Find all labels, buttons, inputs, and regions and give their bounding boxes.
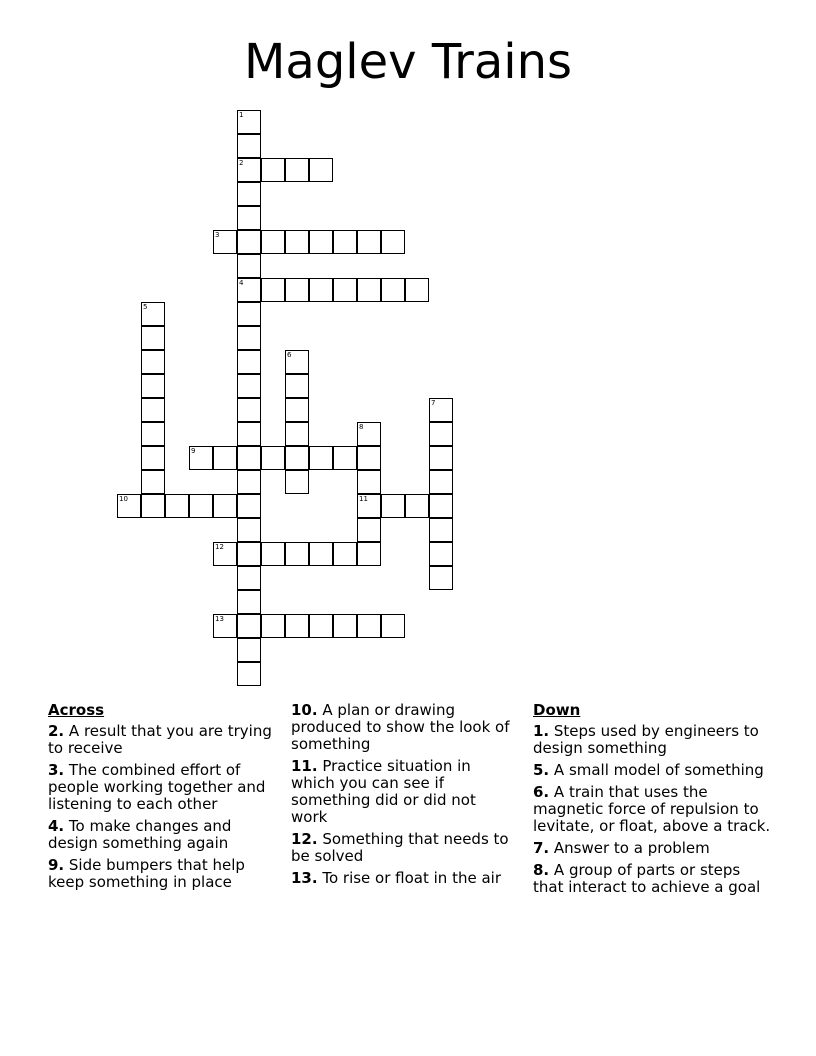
grid-cell[interactable]	[357, 278, 381, 302]
grid-cell[interactable]	[237, 542, 261, 566]
grid-cell[interactable]	[285, 278, 309, 302]
grid-cell[interactable]	[429, 542, 453, 566]
grid-cell[interactable]	[285, 470, 309, 494]
grid-cell[interactable]	[429, 470, 453, 494]
clue-number-label: 12	[215, 543, 224, 551]
across-clue	[48, 857, 284, 891]
grid-cell[interactable]	[309, 446, 333, 470]
clue-text: A train that uses the magnetic force of repulsion to levitate, or float, above a track.	[533, 783, 771, 835]
grid-cell[interactable]	[309, 614, 333, 638]
grid-cell[interactable]	[357, 518, 381, 542]
across-clue	[48, 762, 284, 813]
across-heading: Across	[48, 701, 105, 719]
clue-text: Side bumpers that help keep something in place	[48, 856, 245, 891]
grid-cell[interactable]	[213, 446, 237, 470]
clue-number-label: 2	[239, 159, 244, 167]
across-clue	[48, 818, 284, 852]
puzzle-title: Maglev Trains	[243, 34, 572, 90]
grid-cell[interactable]	[237, 182, 261, 206]
clue-number-label: 6	[287, 351, 292, 359]
grid-cell[interactable]	[333, 614, 357, 638]
grid-cell[interactable]	[237, 206, 261, 230]
grid-cell[interactable]	[285, 542, 309, 566]
grid-cell[interactable]	[357, 470, 381, 494]
clue-text: Practice situation in which you can see if something did or did not work	[291, 757, 476, 826]
clue-number: 3.	[48, 761, 65, 779]
grid-cell[interactable]	[237, 518, 261, 542]
grid-cell[interactable]	[285, 422, 309, 446]
clue-number-label: 7	[431, 399, 436, 407]
grid-cell[interactable]	[237, 350, 261, 374]
across-clue-list	[48, 723, 284, 891]
grid-cell[interactable]	[429, 518, 453, 542]
clue-number: 1.	[533, 722, 550, 740]
across-clue	[291, 702, 516, 753]
clue-text: The combined effort of people working together and listening to each other	[48, 761, 266, 813]
grid-cell[interactable]	[261, 542, 285, 566]
grid-cell[interactable]	[237, 374, 261, 398]
across-clue	[291, 831, 516, 865]
down-clue	[533, 784, 771, 835]
grid-cell[interactable]	[165, 494, 189, 518]
grid-cell[interactable]	[357, 446, 381, 470]
clue-text: A plan or drawing produced to show the look of something	[291, 701, 510, 753]
grid-cell[interactable]	[357, 230, 381, 254]
grid-cell[interactable]	[309, 230, 333, 254]
grid-cell[interactable]	[141, 326, 165, 350]
clues-column-3	[533, 702, 771, 901]
grid-cell[interactable]	[237, 422, 261, 446]
grid-cell[interactable]	[309, 158, 333, 182]
grid-cell[interactable]	[237, 302, 261, 326]
down-clue	[533, 840, 771, 857]
grid-cell[interactable]	[237, 638, 261, 662]
grid-cell[interactable]	[381, 614, 405, 638]
grid-cell[interactable]	[333, 446, 357, 470]
clue-text: A result that you are trying to receive	[48, 722, 272, 757]
grid-cell[interactable]	[357, 614, 381, 638]
grid-cell[interactable]	[237, 254, 261, 278]
clue-number: 13.	[291, 869, 318, 887]
clue-number: 10.	[291, 701, 318, 719]
across-clue	[291, 870, 516, 887]
clue-number-label: 11	[359, 495, 368, 503]
clues-column-2	[291, 702, 516, 892]
grid-cell[interactable]	[141, 350, 165, 374]
clue-number-label: 9	[191, 447, 196, 455]
grid-cell[interactable]	[237, 230, 261, 254]
clue-text: To make changes and design something again	[48, 817, 232, 852]
across-clue	[48, 723, 284, 757]
grid-cell[interactable]	[237, 398, 261, 422]
clue-text: To rise or float in the air	[317, 869, 501, 887]
clue-number: 6.	[533, 783, 550, 801]
grid-cell[interactable]	[285, 374, 309, 398]
clue-text: Steps used by engineers to design something	[533, 722, 759, 757]
clue-number-label: 10	[119, 495, 128, 503]
clue-number: 8.	[533, 861, 550, 879]
grid-cell[interactable]	[237, 470, 261, 494]
grid-cell[interactable]	[141, 470, 165, 494]
grid-cell[interactable]	[237, 662, 261, 686]
clue-text: A group of parts or steps that interact to achieve a goal	[533, 861, 761, 896]
grid-cell[interactable]	[429, 494, 453, 518]
across-clue-list-continued	[291, 702, 516, 887]
grid-cell[interactable]	[237, 494, 261, 518]
down-clue	[533, 762, 771, 779]
grid-cell[interactable]	[141, 494, 165, 518]
grid-cell[interactable]	[405, 278, 429, 302]
grid-cell[interactable]	[189, 494, 213, 518]
clue-number: 9.	[48, 856, 65, 874]
grid-cell[interactable]	[333, 230, 357, 254]
grid-cell[interactable]	[261, 230, 285, 254]
clue-number-label: 1	[239, 111, 244, 119]
clues-column-1	[48, 702, 284, 896]
grid-cell[interactable]	[285, 446, 309, 470]
grid-cell[interactable]	[309, 278, 333, 302]
grid-cell[interactable]	[285, 230, 309, 254]
grid-cell[interactable]	[429, 446, 453, 470]
grid-cell[interactable]	[261, 446, 285, 470]
grid-cell[interactable]	[237, 326, 261, 350]
clue-text: Something that needs to be solved	[291, 830, 509, 865]
grid-cell[interactable]	[309, 542, 333, 566]
clue-text: A small model of something	[549, 761, 764, 779]
grid-cell[interactable]	[261, 158, 285, 182]
grid-cell[interactable]	[237, 590, 261, 614]
grid-cell[interactable]	[285, 614, 309, 638]
down-clue-list	[533, 723, 771, 896]
clue-number: 4.	[48, 817, 65, 835]
clue-number: 7.	[533, 839, 550, 857]
grid-cell[interactable]	[381, 494, 405, 518]
clue-number: 11.	[291, 757, 318, 775]
grid-cell[interactable]	[333, 278, 357, 302]
across-clue	[291, 758, 516, 826]
grid-cell[interactable]	[285, 398, 309, 422]
down-clue	[533, 723, 771, 757]
clue-number-label: 3	[215, 231, 220, 239]
grid-cell[interactable]	[285, 158, 309, 182]
clue-number-label: 5	[143, 303, 148, 311]
clue-number: 12.	[291, 830, 318, 848]
down-clue	[533, 862, 771, 896]
grid-cell[interactable]	[429, 422, 453, 446]
grid-cell[interactable]	[333, 542, 357, 566]
clue-number-label: 13	[215, 615, 224, 623]
clue-number: 2.	[48, 722, 65, 740]
grid-cell[interactable]	[405, 494, 429, 518]
grid-cell[interactable]	[141, 422, 165, 446]
down-heading: Down	[533, 701, 581, 719]
grid-cell[interactable]	[237, 566, 261, 590]
clue-text: Answer to a problem	[549, 839, 710, 857]
grid-cell[interactable]	[141, 446, 165, 470]
grid-cell[interactable]	[213, 494, 237, 518]
grid-cell[interactable]	[141, 374, 165, 398]
grid-cell[interactable]	[381, 278, 405, 302]
grid-cell[interactable]	[237, 134, 261, 158]
grid-cell[interactable]	[357, 542, 381, 566]
grid-cell[interactable]	[429, 566, 453, 590]
grid-cell[interactable]	[381, 230, 405, 254]
clue-number: 5.	[533, 761, 550, 779]
grid-cell[interactable]	[141, 398, 165, 422]
grid-cell[interactable]	[261, 614, 285, 638]
grid-cell[interactable]	[237, 446, 261, 470]
clue-number-label: 8	[359, 423, 364, 431]
grid-cell[interactable]	[261, 278, 285, 302]
grid-cell[interactable]	[237, 614, 261, 638]
clue-number-label: 4	[239, 279, 244, 287]
